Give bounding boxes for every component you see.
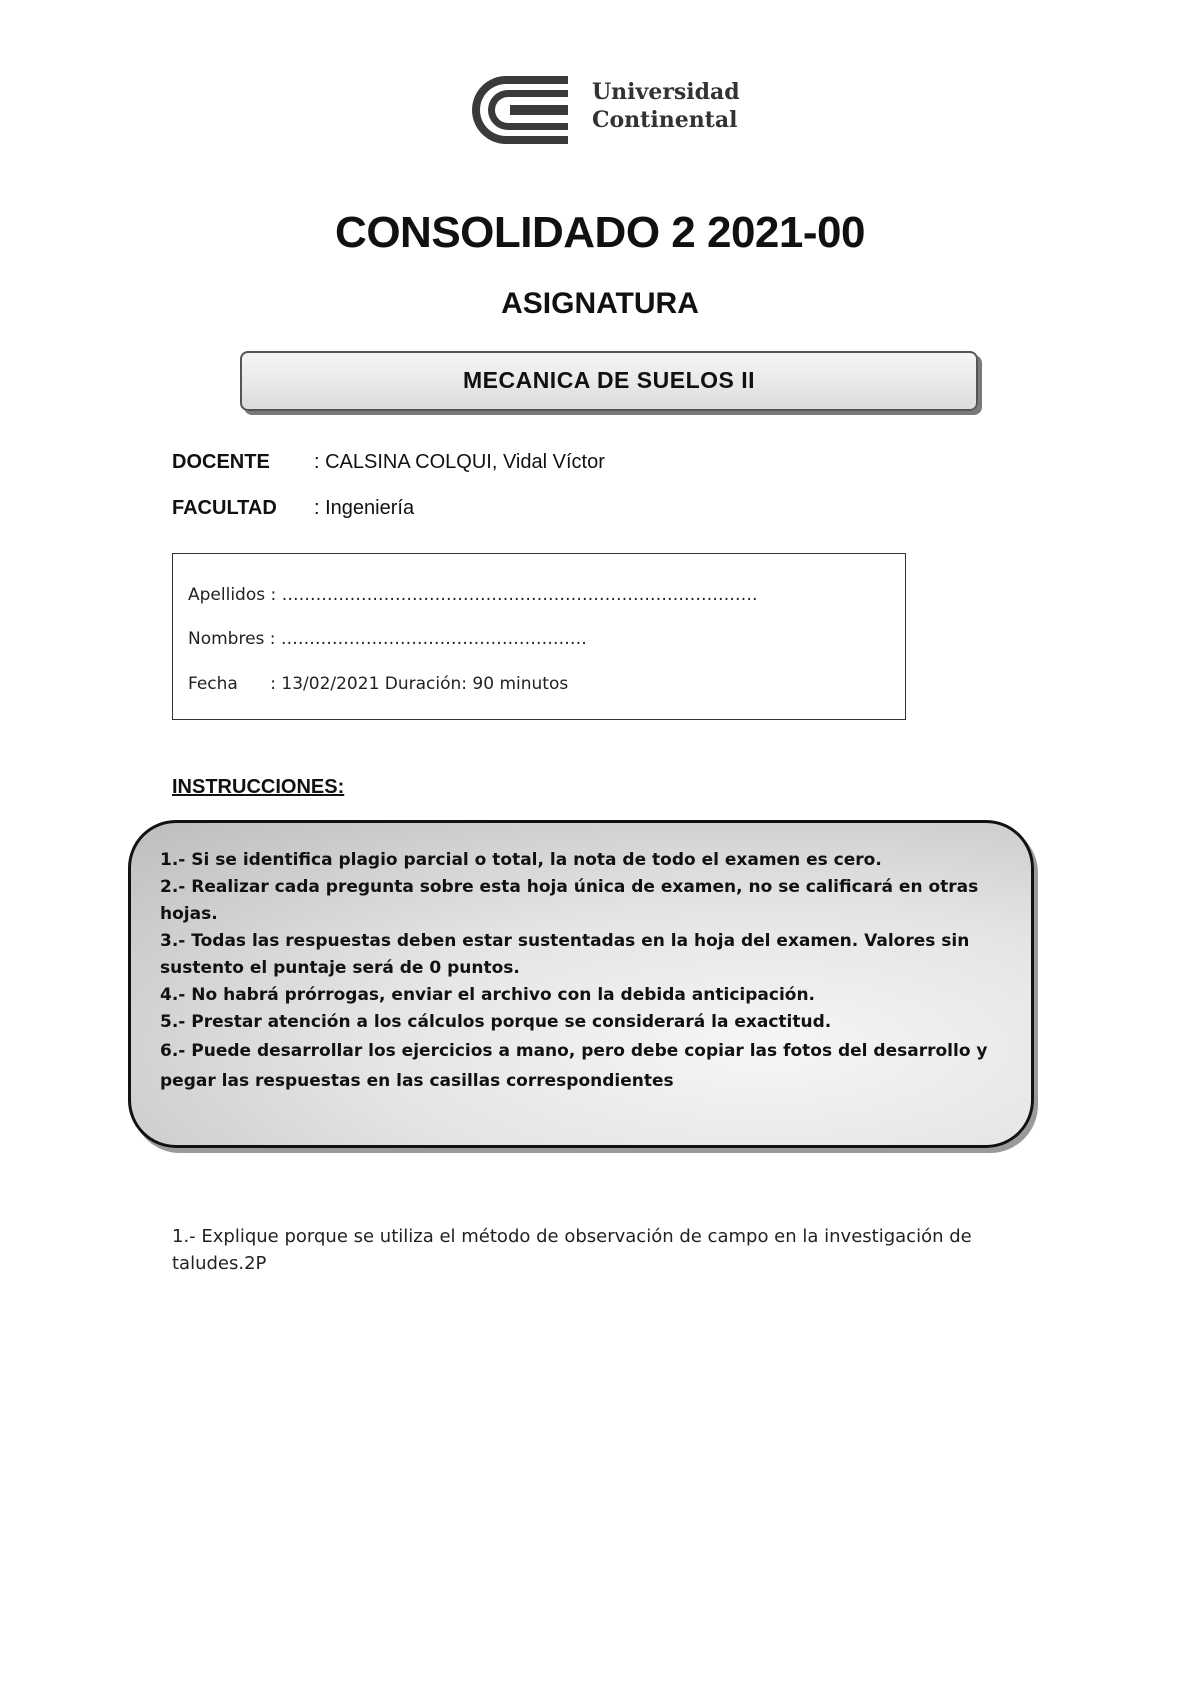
document-title: CONSOLIDADO 2 2021-00 (335, 208, 865, 257)
facultad-label: FACULTAD (172, 497, 277, 519)
instructions-heading: INSTRUCCIONES: (172, 776, 345, 798)
logo-wordmark-line1: Universidad (592, 79, 740, 105)
instructions-list (160, 847, 1010, 1096)
instruction-item: 5.- Prestar atención a los cálculos porque se considerará la exactitud. (160, 1012, 832, 1032)
instruction-item: 3.- Todas las respuestas deben estar sustentadas en la hoja del examen. Valores sin sustento el puntaje será de 0 puntos. (160, 931, 970, 978)
question-1: 1.- Explique porque se utiliza el método de observación de campo en la investigación de taludes.2P (172, 1226, 972, 1274)
nombres-field: Nombres : ……………………………………………… (188, 629, 587, 649)
facultad-value: : Ingeniería (314, 497, 415, 519)
instructions-box (128, 820, 1034, 1148)
apellidos-field: Apellidos : ………………………………………………………………………… (188, 585, 758, 605)
university-logo-icon (468, 70, 583, 150)
instruction-item: 2.- Realizar cada pregunta sobre esta hoja única de examen, no se calificará en otras hojas. (160, 877, 979, 924)
instruction-item: 1.- Si se identifica plagio parcial o total, la nota de todo el examen es cero. (160, 850, 882, 870)
university-logo (468, 70, 758, 150)
logo-wordmark (592, 78, 740, 134)
course-name-box: MECANICA DE SUELOS II (240, 351, 978, 411)
docente-label: DOCENTE (172, 451, 270, 473)
document-subtitle: ASIGNATURA (501, 287, 699, 320)
student-info-box (172, 553, 906, 720)
facultad-row (172, 497, 414, 520)
fecha-field: Fecha : 13/02/2021 Duración: 90 minutos (188, 674, 569, 694)
logo-wordmark-line2: Continental (592, 107, 738, 133)
docente-row (172, 451, 605, 474)
instruction-item: 4.- No habrá prórrogas, enviar el archivo con la debida anticipación. (160, 985, 816, 1005)
docente-value: : CALSINA COLQUI, Vidal Víctor (314, 451, 605, 473)
instruction-item: 6.- Puede desarrollar los ejercicios a mano, pero debe copiar las fotos del desarrollo y pegar las respuestas en las casillas correspondientes (160, 1041, 988, 1091)
